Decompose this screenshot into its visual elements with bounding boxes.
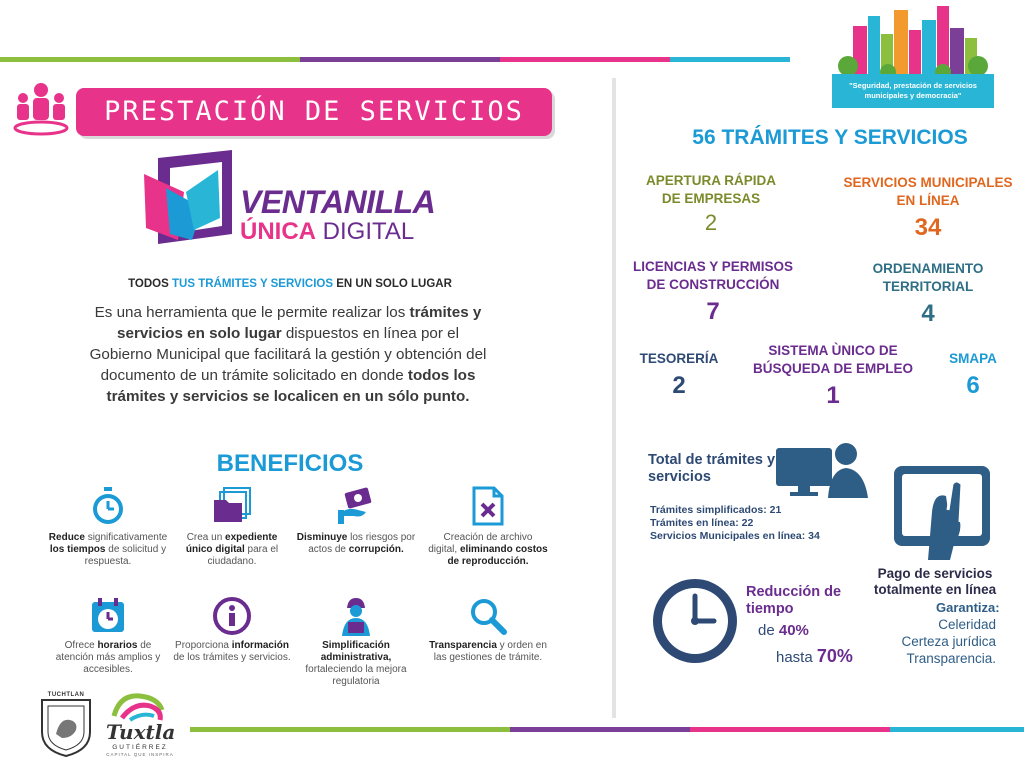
crest-label: TUCHTLAN [47, 692, 85, 698]
benefit-6-t2: de los trámites y servicios. [173, 652, 291, 663]
stopwatch-icon [88, 486, 128, 526]
stat-ordenamiento-value: 4 [921, 300, 935, 327]
pago-garantiza: Garantiza: [936, 600, 1000, 615]
reduccion-de-label: de [758, 622, 779, 639]
bottom-stripe-pink [690, 727, 890, 732]
benefit-3-t1: los riesgos por actos de [308, 532, 416, 555]
benefit-1-t1: significativamente [84, 532, 168, 543]
benefit-text-3 [296, 532, 416, 556]
benefit-2-b2: expediente único digital [185, 532, 278, 555]
benefit-5-t2: de atención más amplios y accesibles. [55, 640, 161, 675]
reduccion-hasta-value: 70% [816, 646, 853, 666]
stat-servicios-linea-label: SERVICIOS MUNICIPALES EN LÍNEA [843, 175, 1013, 208]
benefit-7-t1: fortaleciendo la mejora regulatoria [305, 664, 407, 687]
benefit-3-b2: corrupción. [348, 544, 404, 555]
stat-servicios-linea [840, 174, 1016, 242]
benefit-text-4 [428, 532, 548, 568]
stat-smapa-value: 6 [966, 372, 980, 399]
stat-apertura-value: 2 [704, 210, 718, 235]
stat-empleo-value: 1 [826, 382, 840, 409]
description-paragraph [88, 302, 488, 407]
stat-servicios-linea-value: 34 [914, 214, 942, 241]
reduccion-hasta [776, 646, 853, 667]
worker-icon [336, 596, 376, 636]
description-p2: dispuestos en línea por el Gobierno Municipal que facilitará la gestión y obtención del documento de un trámite solicitado en donde [89, 325, 487, 384]
benefit-2-t1: Crea un [186, 532, 226, 543]
description-b2: todos los trámites y servicios se localicen en un sólo punto. [106, 367, 476, 405]
stat-smapa-label: SMAPA [949, 351, 997, 366]
people-icon [12, 80, 70, 143]
logo-line2 [240, 218, 414, 246]
pago-item-3: Transparencia. [906, 651, 996, 666]
total-simplificados: Trámites simplificados: 21 [650, 504, 782, 516]
municipal-crest [38, 692, 94, 760]
benefit-6-b2: información [231, 640, 289, 651]
money-icon [336, 486, 376, 526]
bottom-stripe-purple [510, 727, 690, 732]
brand-tag: CAPITAL QUE INSPIRA [106, 752, 174, 757]
benefit-1-t2: de solicitud y respuesta. [84, 544, 167, 567]
benefit-5-t1: Ofrece [64, 640, 98, 651]
info-icon [212, 596, 252, 636]
benefit-text-6 [172, 640, 292, 664]
description-b1: trámites y servicios en solo lugar [117, 304, 482, 342]
stat-licencias-value: 7 [706, 298, 720, 325]
tuxtla-swirl-icon [100, 690, 180, 724]
benefit-3-b1: Disminuye [296, 532, 348, 543]
stat-tesoreria-value: 2 [672, 372, 686, 399]
benefit-2-t2: para el ciudadano. [207, 544, 279, 567]
stat-apertura [636, 172, 786, 236]
brand-sub: GUTIÉRREZ [112, 744, 168, 751]
reduccion-de [758, 622, 809, 639]
stat-licencias [628, 258, 798, 326]
stat-ordenamiento-label: ORDENAMIENTO TERRITORIAL [872, 261, 984, 294]
slogan-ribbon [832, 74, 994, 108]
city-skyline-icon [828, 4, 998, 84]
top-stripe-pink [500, 57, 670, 62]
benefit-1-b2: los tiempos [49, 544, 106, 555]
header-title-pill [76, 88, 552, 136]
benefit-1-b1: Reduce [48, 532, 85, 543]
benefit-8-b1: Transparencia [429, 640, 497, 651]
benefit-5-b2: horarios [97, 640, 138, 651]
total-municipales: Servicios Municipales en línea: 34 [650, 530, 820, 542]
benefit-text-5 [48, 640, 168, 676]
top-stripe-purple [300, 57, 500, 62]
tagline-b: TUS TRÁMITES Y SERVICIOS [172, 278, 334, 290]
top-stripe-blue [670, 57, 790, 62]
tuxtla-brand [100, 690, 180, 760]
bottom-stripe-green [190, 727, 510, 732]
calendar-clock-icon [88, 596, 128, 636]
benefit-6-t1: Proporciona [175, 640, 232, 651]
reduccion-de-value: 40% [778, 622, 809, 639]
file-x-icon [468, 486, 508, 526]
vertical-divider [612, 78, 616, 718]
benefit-8-t1: y orden en las gestiones de trámite. [433, 640, 547, 663]
reduccion-hasta-label: hasta [776, 649, 817, 666]
benefit-text-1 [48, 532, 168, 568]
ventanilla-logo [140, 148, 460, 248]
logo-line2b: DIGITAL [316, 218, 415, 245]
tramites-title: 56 TRÁMITES Y SERVICIOS [692, 126, 968, 149]
ventanilla-window-icon [140, 148, 240, 248]
logo-line2a: ÚNICA [240, 218, 316, 245]
brand-name: Tuxtla [106, 720, 176, 744]
benefit-4-t1: Creación de archivo digital, [428, 532, 533, 555]
slogan-text: "Seguridad, prestación de servicios municipales y democracia" [849, 81, 977, 100]
logo-line1: VENTANILLA [240, 184, 436, 220]
page-title: PRESTACIÓN DE SERVICIOS [104, 96, 524, 127]
stat-empleo [748, 342, 918, 410]
stat-tesoreria-label: TESORERÍA [639, 351, 719, 366]
stat-apertura-label: APERTURA RÁPIDA DE EMPRESAS [645, 173, 776, 206]
top-stripe-green [0, 57, 300, 62]
pago-title: Pago de servicios totalmente en línea [873, 566, 997, 597]
benefit-text-7 [296, 640, 416, 688]
total-en-linea: Trámites en línea: 22 [650, 517, 754, 529]
tagline-a: TODOS [128, 278, 172, 290]
pago-item-1: Celeridad [938, 617, 996, 632]
computer-user-icon [772, 440, 872, 505]
magnifier-icon [468, 596, 508, 636]
total-title: Total de trámites y servicios [648, 452, 776, 485]
clock-icon [650, 576, 740, 671]
beneficios-title: BENEFICIOS [216, 450, 364, 477]
stat-smapa [936, 350, 1010, 400]
stat-tesoreria [634, 350, 724, 400]
benefit-text-2 [172, 532, 292, 568]
logo-tagline [110, 278, 470, 290]
crest-shield-icon [38, 698, 94, 758]
pago-item-2: Certeza jurídica [901, 634, 996, 649]
folder-icon [212, 486, 252, 526]
tagline-c: EN UN SOLO LUGAR [333, 278, 452, 290]
city-badge [828, 4, 998, 114]
reduccion-title: Reducción de tiempo [746, 584, 842, 617]
benefit-text-8 [428, 640, 548, 664]
stat-empleo-label: SISTEMA ÙNICO DE BÚSQUEDA DE EMPLEO [752, 343, 914, 376]
tablet-hand-icon [888, 462, 994, 565]
description-p1: Es una herramienta que le permite realizar los [94, 304, 410, 321]
benefit-7-b1: Simplificación administrativa, [320, 640, 392, 663]
stat-licencias-label: LICENCIAS Y PERMISOS DE CONSTRUCCIÓN [632, 259, 794, 292]
bottom-stripe-blue [890, 727, 1024, 732]
stat-ordenamiento [858, 260, 998, 328]
benefit-4-b2: eliminando costos de reproducción. [447, 544, 548, 567]
